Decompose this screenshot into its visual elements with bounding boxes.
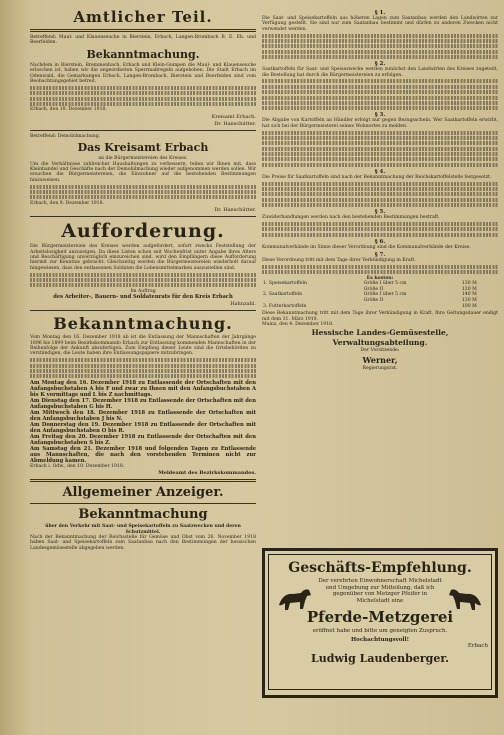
bekanntmachung2-date-2: Am Mittwoch den 18. Dezember 1918 zu Entlassende der Ortschaften mit den Anfangsbuchstaben J bis N. [30,409,256,422]
office-name: Hessische Landes-Gemüsestelle, [311,328,449,338]
left-column [30,8,256,551]
notice1-heading: Bekanntmachung. [86,47,200,61]
table-row [262,281,498,287]
paragraph-text: Zuwiderhandlungen werden nach den bestehenden Bestimmungen bestraft. [262,215,440,221]
aufforderung-subtitle2: des Arbeiter-, Bauern- und Soldatenrats für den Kreis Erbach [53,294,233,301]
paragraph-number: § 1. [374,10,386,16]
aufforderung-sig: Hahnzahl. [230,301,256,308]
paragraph-text: Die Saat- und Speisekartoffeln aus höheren Lagen zum Saatanbau werden den Landwirten zur Verfügung gestellt. Sie sind nur zum Saatanbau bestimmt und dürfen zu anderen Zwecken nicht verwendet werden. [262,16,498,32]
notice1-intro: Betreffend: Maul- und Klauenseuche in Bierstein, Erbach, Langen-Brombach B. E. Eh. und Beerfelden. [30,35,256,46]
advertisement-inner [268,554,492,690]
bekanntmachung3-heading: Bekanntmachung [78,507,208,523]
table-cell: Größe II [363,286,384,292]
notice2-heading: Das Kreisamt Erbach [77,141,209,155]
ad-business: Pferde-Metzgerei [306,608,454,626]
divider [30,479,256,482]
horse-icon [275,585,315,613]
paragraph-number: § 5. [374,209,386,216]
divider [30,503,256,504]
table-cell: 2. Saatkartoffeln [263,292,303,298]
paragraph-text-lines [262,34,498,60]
bekanntmachung2-datefoot: Erbach i. Odw., den 10. Dezember 1918. [30,463,125,469]
bekanntmachung2-text-lines [30,358,256,378]
table-cell: 1. Speisekartoffeln [263,281,307,287]
ad-greeting: Hochachtungsvoll! [350,636,410,643]
table-cell: 130 M [461,281,477,287]
ad-text2: eröffnet habe und bitte um geneigten Zuspruch. [312,628,448,634]
table-cell: Größe II [363,297,384,303]
notice2-body: Um die Verhältnisse zahlreicher Haushaltungen zu verbessern, teilen wir Ihnen mit, dass Kleinhandel und Geschäfte nach der Demobilmachung wieder aufgenommen werden sollen. Wir ersuchen die Bürgermeistereien, die Einwohner auf die bestehenden Bestimmungen hinzuweisen. [30,161,256,183]
notice2-date: Erbach, den 9. Dezember 1918. [30,200,104,206]
divider [30,29,256,32]
table-row [262,304,498,310]
bekanntmachung2-date-1: Am Dienstag den 17. Dezember 1918 zu Entlassende der Ortschaften mit den Anfangsbuchstaben G bis H. [30,397,256,410]
notice2-sig: Dr. Hanschütter. [214,207,256,214]
notice2-subheading: an die Bürgermeistereien des Kreises. [98,156,188,162]
divider [30,216,256,217]
price-table-title: Es kosten: [366,275,394,281]
signature-role: Der Vorsitzende: [360,348,400,354]
paragraph-number: § 6. [374,238,386,245]
closing-text: Diese Bekanntmachung tritt mit dem Tage ihrer Verkündigung in Kraft. Ihre Geltungsdauer endigt mit dem 31. März 1919. [262,311,498,322]
paragraph-number: § 4. [374,168,386,175]
paragraph-text: Diese Verordnung tritt mit dem Tage ihrer Verkündigung in Kraft. [262,258,416,264]
section-title: Amtlicher Teil. [73,8,213,26]
advertisement-box [262,548,498,698]
table-cell: 100 M [461,303,477,309]
bekanntmachung3-subheading: über den Verkehr mit Saat- und Speisekartoffeln zu Saatzwecken und deren Schutzmittel. [45,524,241,535]
paragraph-text: Die Preise für Saatkartoffeln sind nach der Bekanntmachung der Reichskartoffelstelle festgesetzt. [262,174,492,180]
bekanntmachung2-date-3: Am Donnerstag den 19. Dezember 1918 zu Entlassende der Ortschaften mit den Anfangsbuchstaben O bis R. [30,421,256,434]
ad-title: Geschäfts-Empfehlung. [288,560,472,576]
paragraph-text-lines [262,265,498,274]
notice1-sig-office: Kreisamt Erbach. [211,113,256,120]
notice1-sig-name: Dr. Hanschütter. [214,120,256,127]
bekanntmachung2-date-4: Am Freitag den 20. Dezember 1918 zu Entlassende der Ortschaften mit den Anfangsbuchstaben S bis Z. [30,433,256,446]
bekanntmachung2-sig: Meldeamt des Bezirkskommandos. [158,470,256,477]
paragraph-text: Kommunalverbände im Sinne dieser Verordnung sind die Kommunalverbände der Kreise. [262,244,471,250]
paragraph-text-lines [262,222,498,237]
bekanntmachung2-date-5: Am Samstag den 21. Dezember 1918 und folgenden Tagen zu Entlassende aus Mannschaften, die nach den vorstehenden Terminen nicht zur Abmeldung kamen. [30,445,256,464]
ad-place: Erbach [467,643,488,649]
paragraph-text: Saatkartoffeln für Saat- und Speisezwecke werden zunächst den Landwirten des Kreises zugeteilt, die Bestellung hat durch die Bürgermeistereien zu erfolgen. [262,67,498,78]
notice1-body: Nachdem in Bierstein, Bremmenbach, Erbach und Klein-Gumpen die Maul- und Klauenseuche erloschen ist, haben wir die angeordneten Sperrmaßregeln aufgehoben. Die Stadt Erbach im Odenwald, die Gemarkungen Erbach, Langen-Brombach, Bierstein und Beerfelden sind vom Beobachtungsgebiet befreit. [30,62,256,85]
table-cell [363,304,461,310]
bekanntmachung2-date-0: Am Montag den 16. Dezember 1918 zu Entlassende der Ortschaften mit den Anfangsbuchstaben A bis F und zwar zu Ihnen mit den Anfangsbuchstaben A bis K vormittags und L bis Z nachmittags. [30,379,256,398]
bekanntmachung2-body: Vom Montag den 16. Dezember 1918 ab ist die Entlassung der Mannschaften der Jahrgänge 1896 bis 1899 beim Bezirkskommando Erbach zur Entlassung kommenden Mannschaften in der Reihenfolge der Ankunft abzufertigen. Zum Empfang dieser Leute sind die Ortsbehörden zu verständigen, die Leute haben ihre Entlassungspapiere mitzubringen. [30,335,256,357]
bekanntmachung2-heading: Bekanntmachung. [53,314,233,334]
paragraph-number: § 2. [374,61,386,68]
table-cell: Größe I über 5 cm [363,292,407,298]
ad-owner-name: Ludwig Laudenberger. [311,651,449,665]
notice1-text-lines [30,86,256,106]
notice1-date: Erbach, den 10. Dezember 1918. [30,107,107,113]
paragraph-number: § 7. [374,252,386,259]
price-table [262,281,498,309]
table-cell: 140 M [461,292,477,298]
paragraph-text-lines [262,79,498,110]
right-column [262,8,498,371]
table-cell: 120 M [461,286,477,292]
table-cell: 130 M [461,297,477,303]
horse-icon [445,585,485,613]
signature-title: Regierungsrat. [362,365,398,371]
bekanntmachung3-body: Nach der Bekanntmachung der Reichsstelle für Gemüse und Obst vom 26. November 1918 haben Saat- und Speisekartoffeln zum Saatanbau nach den Bestimmungen der hessischen Landesgemüsestelle abgegeben werden. [30,535,256,551]
anzeiger-title: Allgemeiner Anzeiger. [62,485,224,501]
closing-date: Mainz, den 4. Dezember 1918. [262,321,334,327]
notice2-text-lines [30,185,256,200]
signature-name: Werner, [362,354,398,365]
paragraph-text: Die Abgabe von Kartoffeln an Händler erfolgt nur gegen Bezugsschein. Wer Saatkartoffeln erwirbt, hat sich bei der Bürgermeisterei seines Wohnortes zu melden. [262,118,498,129]
aufforderung-heading: Aufforderung. [61,220,225,243]
paragraph-number: § 3. [374,112,386,119]
paragraph-text-lines [262,182,498,208]
office-division: Verwaltungsabteilung. [332,338,428,348]
paragraph-text-lines [262,131,498,167]
notice2-intro: Betreffend: Demobilmachung. [30,133,101,139]
divider [30,130,256,131]
aufforderung-text-lines [30,273,256,288]
aufforderung-subtitle: Im Auftrag [130,288,156,294]
table-cell: 3. Futterkartoffeln [263,303,307,309]
aufforderung-body: Die Bürgermeistereien des Kreises werden aufgefordert, sofort zwecks Feststellung der Arbeitslosigkeit anzuzeigen. Da diese Listen schon seit Wochenfrist unter Angabe ihres Alters und Beschäftigung unverzüglich einzureichen sind, wird den Empfängern diese Aufforderung hiermit zur Kenntnis gebracht. Gleichzeitig werden die Bürgermeistereien wiederholt darauf hingewiesen, dass den entlassenen Soldaten die Lebensmittelmarken auszustellen sind. [30,244,256,271]
ad-text: Der verehrten Einwohnerschaft Michelstadt und Umgebung zur Mitteilung, daß ich gegenüber von Metzger Pfeifer in Michelstadt eine [318,578,442,604]
table-cell: Größe I über 5 cm [363,281,407,287]
divider [30,310,256,311]
